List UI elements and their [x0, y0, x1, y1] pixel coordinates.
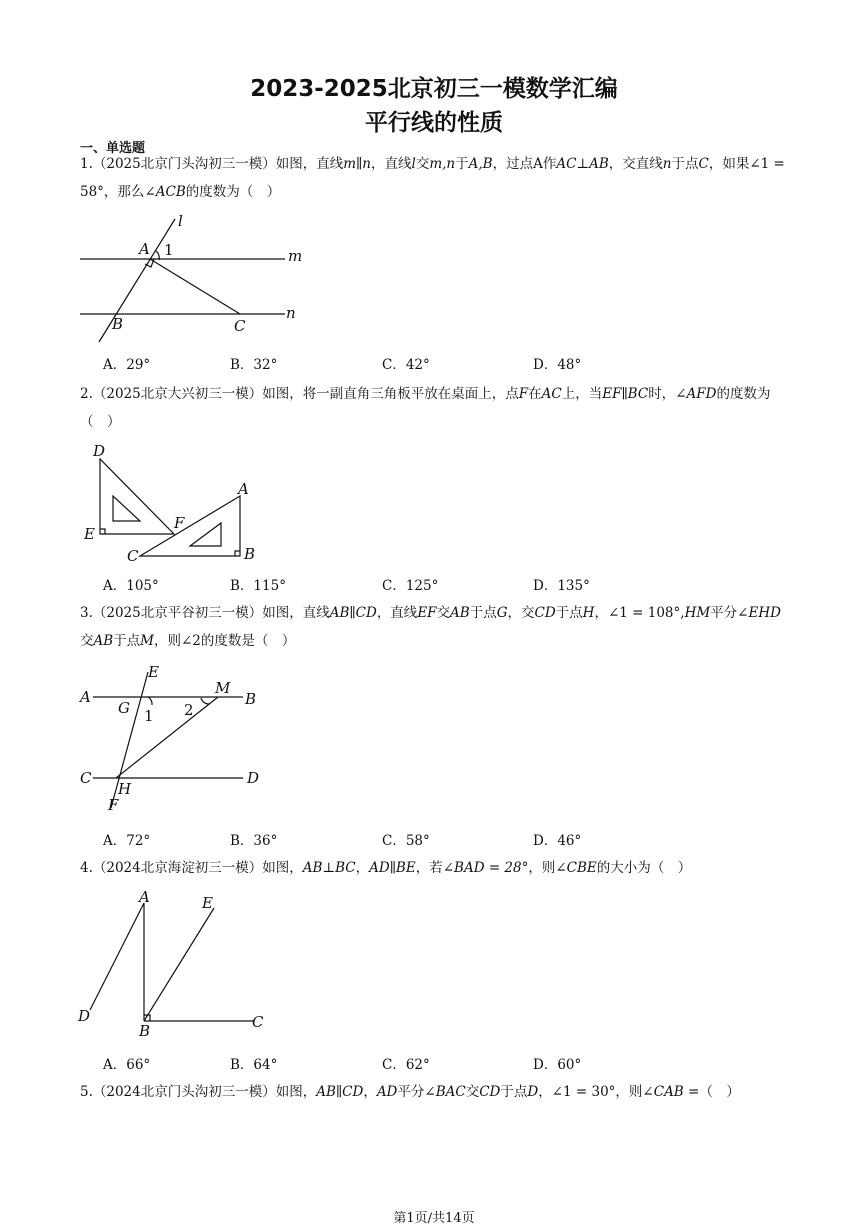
- page-subtitle: 平行线的性质: [365, 110, 503, 136]
- label-angle-1: 1: [144, 707, 154, 725]
- option-a[interactable]: A．66°: [103, 1057, 151, 1073]
- triangle-abc-inner: [190, 523, 221, 546]
- label-f: F: [108, 796, 119, 814]
- label-b: B: [139, 1022, 151, 1040]
- option-d[interactable]: D．48°: [533, 357, 582, 373]
- label-d: D: [78, 1007, 91, 1025]
- option-a[interactable]: A．29°: [103, 357, 151, 373]
- label-h: H: [118, 780, 132, 798]
- question-1: 1.（2025北京门头沟初三一模）如图，直线m∥n，直线l交m,n于A,B，过点A作AC⊥AB，交直线n于点C，如果∠1 = 58°，那么∠ACB的度数为（ ）: [80, 156, 785, 200]
- question-5: 5.（2024北京门头沟初三一模）如图，AB∥CD，AD平分∠BAC交CD于点D，∠1 = 30°，则∠CAB =（ ）: [80, 1084, 740, 1100]
- question-4: 4.（2024北京海淀初三一模）如图，AB⊥BC，AD∥BE，若∠BAD = 28°，则∠CBE的大小为（ ）: [80, 860, 692, 876]
- label-a: A: [139, 240, 150, 258]
- label-m: m: [288, 247, 303, 265]
- figure-q3: [78, 662, 278, 812]
- angle-1-arc: [148, 697, 152, 705]
- label-c: C: [80, 769, 92, 787]
- segment-be: [144, 908, 214, 1021]
- label-angle-1: 1: [164, 241, 174, 259]
- label-b: B: [112, 315, 124, 333]
- option-c[interactable]: C．125°: [382, 578, 439, 594]
- right-angle-e: [100, 529, 105, 534]
- option-b[interactable]: B．64°: [230, 1057, 278, 1073]
- question-3: 3.（2025北京平谷初三一模）如图，直线AB∥CD，直线EF交AB于点G，交CD于点H，∠1 = 108°,HM平分∠EHD交AB于点M，则∠2的度数是（ ）: [80, 605, 781, 649]
- label-c: C: [252, 1013, 264, 1031]
- option-c[interactable]: C．42°: [382, 357, 430, 373]
- option-b[interactable]: B．115°: [230, 578, 286, 594]
- label-a: A: [238, 480, 249, 498]
- figure-q1: [75, 214, 315, 344]
- label-b: B: [245, 690, 257, 708]
- triangle-def: [100, 459, 174, 534]
- label-b: B: [244, 545, 256, 563]
- option-d[interactable]: D．135°: [533, 578, 590, 594]
- right-angle-b: [235, 551, 240, 556]
- figure-q4: [76, 888, 276, 1038]
- label-l: l: [178, 212, 183, 230]
- section-heading: 一、单选题: [80, 141, 146, 156]
- segment-ad: [90, 903, 144, 1010]
- line-l: [99, 219, 175, 342]
- option-b[interactable]: B．32°: [230, 357, 278, 373]
- label-d: D: [247, 769, 260, 787]
- page-title: 2023-2025北京初三一模数学汇编: [250, 76, 618, 102]
- angle-2-arc: [201, 698, 209, 704]
- label-e: E: [148, 663, 159, 681]
- segment-hm: [116, 697, 218, 778]
- label-m: M: [215, 679, 231, 697]
- page-footer: 第1页/共14页: [393, 1211, 475, 1226]
- triangle-def-inner: [113, 496, 140, 521]
- option-d[interactable]: D．60°: [533, 1057, 582, 1073]
- triangle-abc: [140, 496, 240, 556]
- label-angle-2: 2: [184, 701, 194, 719]
- label-e: E: [202, 894, 213, 912]
- figure-q2: [78, 441, 278, 566]
- segment-ac: [150, 259, 240, 314]
- option-c[interactable]: C．58°: [382, 833, 430, 849]
- label-d: D: [93, 442, 106, 460]
- label-f: F: [174, 514, 185, 532]
- label-e: E: [84, 525, 95, 543]
- label-c: C: [127, 547, 139, 565]
- option-d[interactable]: D．46°: [533, 833, 582, 849]
- label-n: n: [286, 304, 296, 322]
- option-c[interactable]: C．62°: [382, 1057, 430, 1073]
- label-a: A: [139, 888, 150, 906]
- label-c: C: [234, 317, 246, 335]
- option-b[interactable]: B．36°: [230, 833, 278, 849]
- option-a[interactable]: A．72°: [103, 833, 151, 849]
- option-a[interactable]: A．105°: [103, 578, 159, 594]
- label-a: A: [80, 688, 91, 706]
- question-2: 2.（2025北京大兴初三一模）如图，将一副直角三角板平放在桌面上，点F在AC上，当EF∥BC时，∠AFD的度数为（ ）: [80, 386, 771, 430]
- label-g: G: [118, 699, 130, 717]
